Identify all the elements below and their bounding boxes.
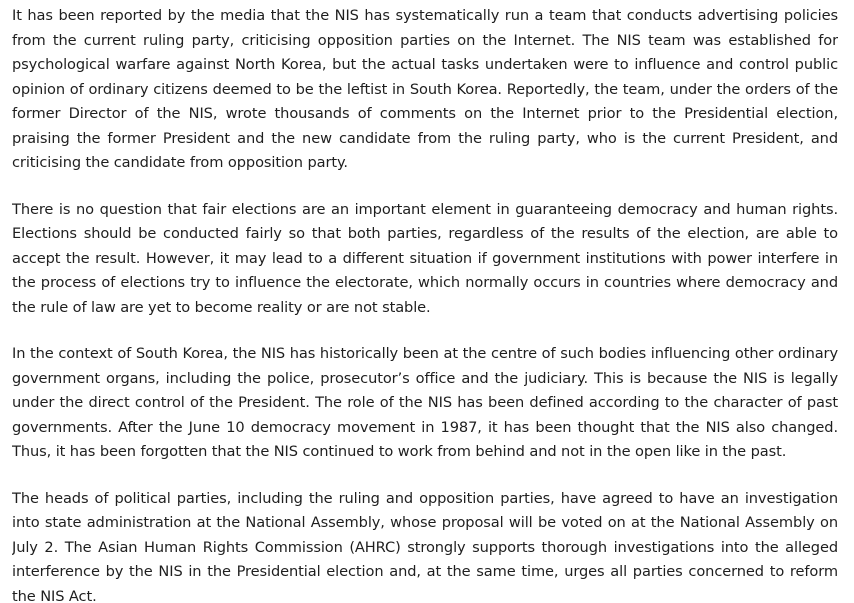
paragraph-4: The heads of political parties, including the ruling and opposition parties, have agreed to have an investigation into state administration at the National Assembly, whose proposal will be voted on at the National Assembly on July 2. The Asian Human Rights Commission (AHRC) strongly supports thorough investigations into the alleged interference by the NIS in the Presidential election and, at the same time, urges all parties concerned to reform the NIS Act. [12,489,838,603]
paragraph-2: There is no question that fair elections are an important element in guaranteeing democracy and human rights. Elections should be conducted fairly so that both parties, regardless of the results of the election, are able to accept the result. However, it may lead to a different situation if government institutions with power interfere in the process of elections try to influence the electorate, which normally occurs in countries where democracy and the rule of law are yet to become reality or are not stable. [12,200,838,316]
article-body [12,0,838,603]
paragraph-3: In the context of South Korea, the NIS has historically been at the centre of such bodies influencing other ordinary government organs, including the police, prosecutor’s office and the judiciary. This is because the NIS is legally under the direct control of the President. The role of the NIS has been defined according to the character of past governments. After the June 10 democracy movement in 1987, it has been thought that the NIS also changed. Thus, it has been forgotten that the NIS continued to work from behind and not in the open like in the past. [12,345,838,460]
paragraph-1: It has been reported by the media that the NIS has systematically run a team that conducts advertising policies from the current ruling party, criticising opposition parties on the Internet. The NIS team was established for psychological warfare against North Korea, but the actual tasks undertaken were to influence and control public opinion of ordinary citizens deemed to be the leftist in South Korea. Reportedly, the team, under the orders of the former Director of the NIS, wrote thousands of comments on the Internet prior to the Presidential election, praising the former President and the new candidate from the ruling party, who is the current President, and criticising the candidate from opposition party. [12,7,838,171]
